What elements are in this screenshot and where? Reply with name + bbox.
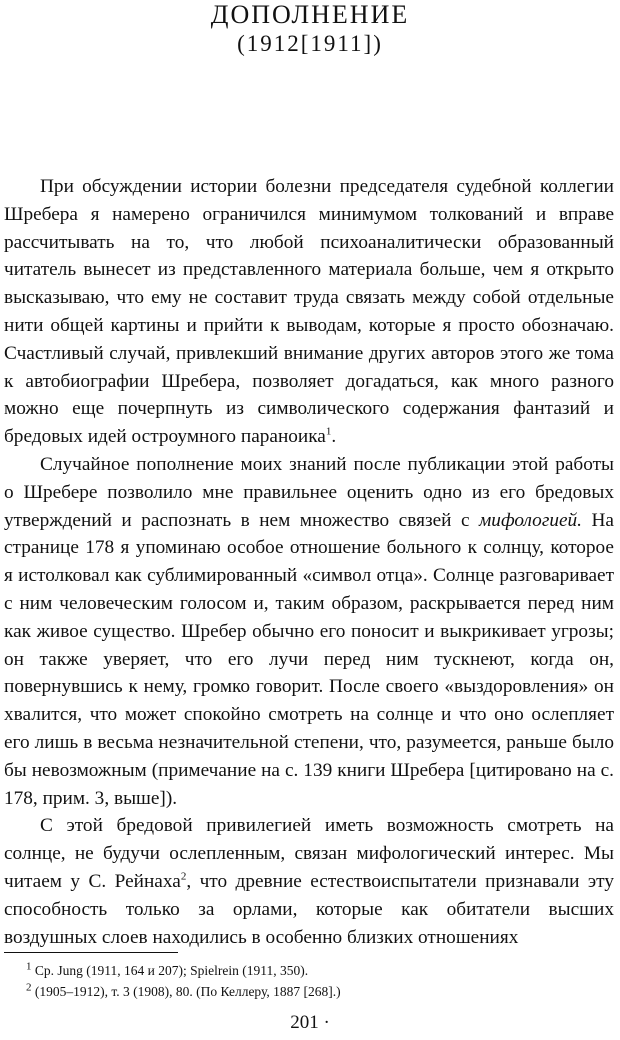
page-number: 201 ·	[290, 1012, 330, 1033]
paragraph-3-text-start: С этой бредовой привилегией иметь возможность смотреть на солнце, не будучи ослепленным, связан мифологический интерес. Мы читаем у С. Рейнаха	[4, 815, 614, 892]
footnote-mark-2: 2	[26, 981, 32, 994]
footnotes	[26, 960, 606, 1002]
paragraph-1-text: При обсуждении истории болезни председателя судебной коллегии Шребера я намерено ограничился минимумом толкований и вправе рассчитывать на то, что любой психоаналитически образованный читатель вынесет из представленного материала больше, чем я открыто высказываю, что ему не составит труда связать между собой отдельные нити общей картины и прийти к выводам, которые я просто обозначаю. Счастливый случай, привлекший внимание других авторов этого же тома к автобиографии Шребера, позволяет догадаться, как много разного можно еще почерпнуть из символического содержания фантазий и бредовых идей остроумного параноика	[4, 176, 614, 448]
chapter-title: ДОПОЛНЕНИЕ	[210, 0, 410, 29]
body-text	[4, 173, 614, 951]
footnote-2-text: (1905–1912), т. 3 (1908), 80. (По Келлеру, 1887 [268].)	[34, 984, 341, 999]
paragraph-2	[4, 451, 614, 812]
paragraph-3-text-end: , что древние естествоиспытатели признавали эту способность только за орлами, которые как обитатели высших воздушных слоев находились в особенно близких отношениях	[4, 870, 614, 948]
footnote-ref-2: 2	[180, 870, 187, 883]
paragraph-1: При обсуждении истории болезни председателя судебной коллегии Шребера я намерено ограничился минимумом толкований и вправе рассчитывать на то, что любой психоаналитически образованный читатель вынесет из представленного материала больше, чем я открыто высказываю, что ему не составит труда связать между собой отдельные нити общей картины и прийти к выводам, которые я просто обозначаю. Счастливый случай, привлекший внимание других авторов этого же тома к автобиографии Шребера, позволяет догадаться, как много разного можно еще почерпнуть из символического содержания фантазий и бредовых идей остроумного параноика$^1$.	[4, 176, 614, 448]
chapter-subtitle: (1912[1911])	[237, 31, 383, 56]
footnote-1	[26, 960, 606, 981]
footnote-1-text: Cp. Jung (1911, 164 и 207); Spielrein (1911, 350).	[34, 963, 309, 978]
footnote-mark-1: 1	[26, 960, 32, 973]
paragraph-3	[4, 812, 614, 951]
footnote-ref-1: 1	[325, 425, 332, 438]
footnote-2	[26, 981, 606, 1002]
paragraph-2-italic: мифологией.	[479, 509, 583, 531]
paragraph-2-text-end: На странице 178 я упоминаю особое отношение больного к солнцу, которое я истолковал как сублимированный «символ отца». Солнце разговаривает с ним человеческим голосом и, таким образом, раскрывается перед ним как живое существо. Шребер обычно его поносит и выкрикивает угрозы; он также уверяет, что его лучи перед ним тускнеют, когда он, повернувшись к нему, громко говорит. После своего «выздоровления» он хвалится, что может спокойно смотреть на солнце и что оно ослепляет его лишь в весьма незначительной степени, что, разумеется, раньше было бы невозможным (примечание на с. 139 книги Шребера [цитировано на с. 178, прим. 3, выше]).	[4, 509, 614, 809]
footnote-divider	[4, 952, 178, 953]
paragraph-2-text-start: Случайное пополнение моих знаний после публикации этой работы о Шребере позволило мне правильнее оценить одно из его бредовых утверждений и распознать в нем множество связей с	[4, 453, 614, 531]
